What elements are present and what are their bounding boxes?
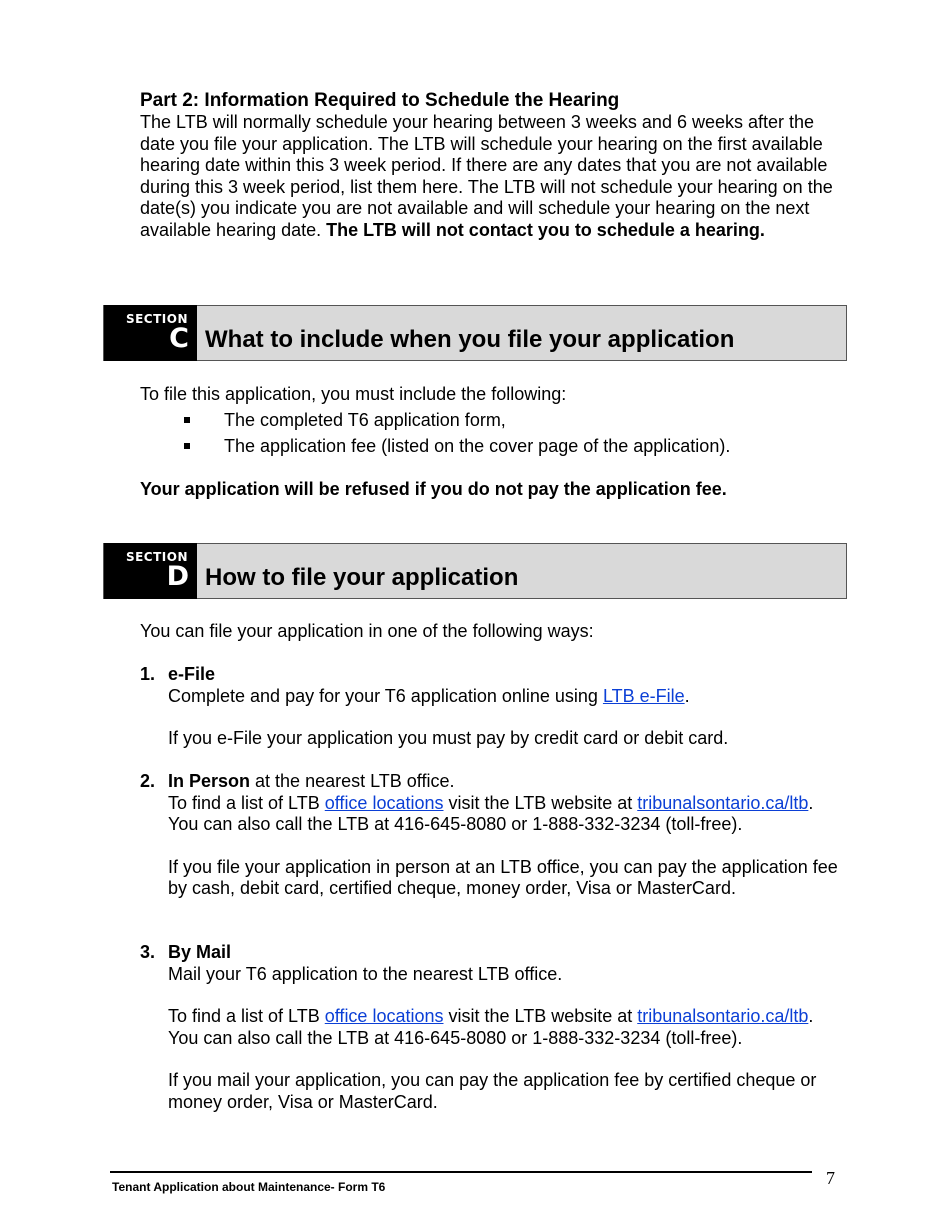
tribunals-ontario-link[interactable]: tribunalsontario.ca/ltb — [637, 1006, 809, 1026]
in-person-item — [140, 771, 840, 900]
bullet-square-icon — [184, 443, 190, 449]
by-mail-find-text: To find a list of LTB office locations visit the LTB website at tribunalsontario.ca/ltb. You can also call the LTB at 416-645-8080 or 1-888-332-3234 (toll-free). — [168, 1006, 814, 1048]
by-mail-text: Mail your T6 application to the nearest LTB office. — [168, 963, 563, 984]
section-c-badge — [104, 305, 197, 361]
efile-payment: If you e-File your application you must pay by credit card or debit card. — [168, 728, 729, 748]
section-d-header — [103, 543, 847, 599]
by-mail-number: 3. — [140, 942, 156, 962]
list-item: The application fee (listed on the cover page of the application). — [140, 436, 730, 462]
efile-text: Complete and pay for your T6 application online using LTB e-File. — [168, 685, 690, 706]
by-mail-title: By Mail — [168, 942, 232, 962]
footer-rule — [110, 1171, 812, 1173]
bullet-square-icon — [184, 417, 190, 423]
section-d-badge — [104, 543, 197, 599]
in-person-number: 2. — [140, 771, 156, 791]
section-c-intro: To file this application, you must include the following: — [140, 384, 567, 404]
part2-heading: Part 2: Information Required to Schedule the Hearing — [140, 90, 620, 111]
part2-body: The LTB will normally schedule your hearing between 3 weeks and 6 weeks after the date you file your application. The LTB will schedule your hearing on the first available hearing date within this 3 week period. If there are any dates that you are not available during this 3 week period, list them here. The LTB will not schedule your hearing on the date(s) you indicate you are not available and will schedule your hearing on the next available hearing date. The LTB will not contact you to schedule a hearing. — [140, 112, 833, 240]
efile-number: 1. — [140, 664, 156, 684]
footer-title: Tenant Application about Maintenance- Form T6 — [112, 1180, 386, 1194]
efile-item — [140, 664, 840, 750]
tribunals-ontario-link[interactable]: tribunalsontario.ca/ltb — [637, 792, 809, 813]
in-person-title: In Person — [168, 771, 251, 791]
efile-title: e-File — [168, 664, 216, 684]
page-number: 7 — [826, 1168, 835, 1188]
part2-block — [140, 90, 840, 241]
ltb-efile-link[interactable]: LTB e-File — [602, 685, 685, 706]
section-d-title: How to file your application — [205, 564, 519, 591]
by-mail-payment: If you mail your application, you can pay the application fee by certified cheque or money order, Visa or MasterCard. — [168, 1070, 817, 1112]
office-locations-link[interactable]: office locations — [324, 792, 444, 813]
section-c-header — [103, 305, 847, 361]
section-c-warning: Your application will be refused if you do not pay the application fee. — [140, 479, 727, 499]
list-item: The completed T6 application form, — [140, 410, 730, 436]
in-person-heading: In Person at the nearest LTB office. — [168, 771, 455, 791]
section-c-badge-letter: C — [169, 323, 189, 354]
office-locations-link[interactable]: office locations — [324, 1006, 444, 1026]
in-person-find-text: To find a list of LTB office locations visit the LTB website at tribunalsontario.ca/ltb. You can also call the LTB at 416-645-8080 or 1-888-332-3234 (toll-free). — [168, 792, 814, 834]
section-c-list — [140, 410, 730, 462]
section-c-title: What to include when you file your application — [205, 326, 735, 353]
in-person-payment: If you file your application in person at an LTB office, you can pay the application fee by cash, debit card, certified cheque, money order, Visa or MasterCard. — [168, 856, 838, 898]
part2-body-bold: The LTB will not contact you to schedule a hearing. — [326, 219, 765, 240]
by-mail-item — [140, 942, 840, 1113]
section-d-badge-letter: D — [166, 561, 189, 592]
section-c-badge-word: SECTION — [125, 312, 188, 326]
section-d-badge-word: SECTION — [125, 550, 188, 564]
section-d-intro: You can file your application in one of the following ways: — [140, 621, 594, 641]
